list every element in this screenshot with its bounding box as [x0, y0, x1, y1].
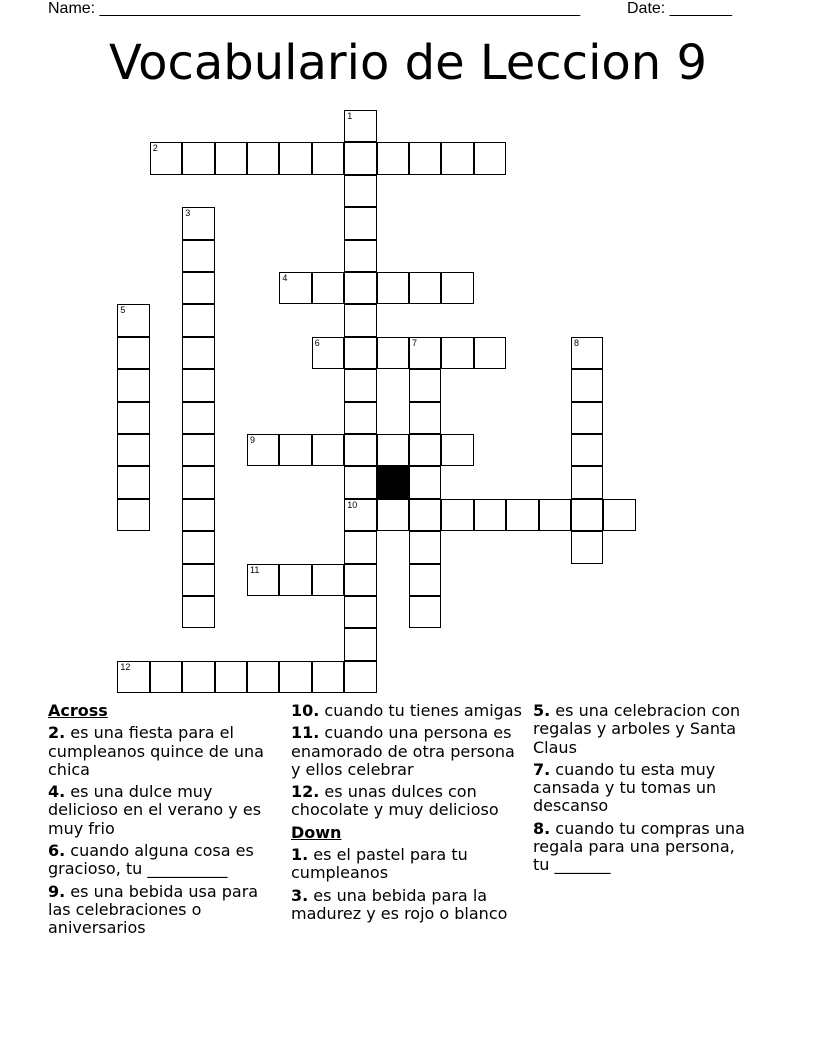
clue-text: es una bebida para la madurez y es rojo o blanco: [291, 885, 508, 923]
crossword-cell[interactable]: [409, 531, 441, 563]
crossword-cell[interactable]: [182, 142, 214, 174]
crossword-cell[interactable]: [182, 596, 214, 628]
clue-text: es una bebida usa para las celebraciones o aniversarios: [48, 881, 259, 938]
crossword-cell[interactable]: [182, 564, 214, 596]
clue-text: cuando alguna cosa es gracioso, tu __________: [48, 841, 254, 879]
clue-number: 7.: [533, 759, 551, 779]
crossword-cell[interactable]: [182, 531, 214, 563]
clue-text: es el pastel para tu cumpleanos: [291, 845, 468, 883]
clue-text: cuando tu esta muy cansada y tu tomas un descanso: [533, 759, 717, 816]
crossword-cell[interactable]: [441, 142, 473, 174]
crossword-black-cell: [377, 466, 409, 498]
crossword-cell[interactable]: [150, 142, 182, 174]
crossword-cell[interactable]: [571, 466, 603, 498]
crossword-cell[interactable]: [215, 142, 247, 174]
clue-text: es una celebracion con regalas y arboles y Santa Claus: [533, 701, 741, 757]
clue-number: 4.: [48, 782, 66, 802]
crossword-cell[interactable]: [474, 142, 506, 174]
clue-across-10: [291, 702, 523, 720]
clue-down-5: [533, 702, 748, 757]
clue-number-label: 1: [347, 111, 353, 121]
crossword-cell[interactable]: [344, 531, 376, 563]
crossword-cell[interactable]: [344, 175, 376, 207]
clues-column-2: [291, 702, 523, 927]
crossword-cell[interactable]: [377, 142, 409, 174]
crossword-cell[interactable]: [247, 564, 279, 596]
crossword-cell[interactable]: [150, 661, 182, 693]
crossword-cell[interactable]: [409, 369, 441, 401]
crossword-cell[interactable]: [441, 499, 473, 531]
crossword-cell[interactable]: [344, 337, 376, 369]
crossword-cell[interactable]: [344, 628, 376, 660]
crossword-cell[interactable]: [377, 434, 409, 466]
crossword-cell[interactable]: [279, 661, 311, 693]
crossword-cell[interactable]: [377, 337, 409, 369]
crossword-cell[interactable]: [571, 337, 603, 369]
clue-number: 5.: [533, 701, 551, 720]
crossword-cell[interactable]: [409, 142, 441, 174]
crossword-cell[interactable]: [182, 272, 214, 304]
clue-number-label: 6: [314, 337, 320, 348]
crossword-cell[interactable]: [279, 564, 311, 596]
down-heading: Down: [291, 822, 342, 842]
clue-number-label: 4: [282, 273, 288, 283]
crossword-cell[interactable]: [247, 434, 279, 466]
crossword-cell[interactable]: [344, 207, 376, 239]
crossword-cell[interactable]: [117, 661, 149, 693]
crossword-cell[interactable]: [344, 402, 376, 434]
crossword-cell[interactable]: [409, 466, 441, 498]
crossword-cell[interactable]: [117, 402, 149, 434]
crossword-cell[interactable]: [603, 499, 635, 531]
crossword-cell[interactable]: [344, 110, 376, 142]
crossword-cell[interactable]: [344, 466, 376, 498]
crossword-cell[interactable]: [409, 337, 441, 369]
crossword-cell[interactable]: [117, 466, 149, 498]
crossword-cell[interactable]: [377, 499, 409, 531]
crossword-cell[interactable]: [344, 434, 376, 466]
crossword-cell[interactable]: [312, 564, 344, 596]
crossword-cell[interactable]: [571, 434, 603, 466]
clues-column-3: [533, 702, 748, 879]
crossword-cell[interactable]: [247, 142, 279, 174]
crossword-cell[interactable]: [182, 499, 214, 531]
crossword-cell[interactable]: [312, 661, 344, 693]
crossword-cell[interactable]: [215, 661, 247, 693]
clue-across-9: [48, 883, 280, 938]
crossword-cell[interactable]: [117, 369, 149, 401]
name-line[interactable]: Name: ______________________________________________________: [48, 0, 581, 17]
clue-across-12: [291, 783, 523, 820]
crossword-cell[interactable]: [117, 434, 149, 466]
clue-text: es unas dulces con chocolate y muy delicioso: [291, 782, 499, 820]
clue-number-label: 10: [347, 499, 358, 510]
crossword-cell[interactable]: [344, 596, 376, 628]
crossword-cell[interactable]: [441, 272, 473, 304]
clue-text: es una dulce muy delicioso en el verano y es muy frio: [48, 782, 262, 838]
crossword-cell[interactable]: [182, 661, 214, 693]
crossword-cell[interactable]: [344, 304, 376, 336]
crossword-cell[interactable]: [571, 499, 603, 531]
clue-number-label: 12: [120, 661, 131, 672]
crossword-cell[interactable]: [182, 402, 214, 434]
crossword-cell[interactable]: [474, 337, 506, 369]
crossword-cell[interactable]: [182, 240, 214, 272]
crossword-cell[interactable]: [344, 499, 376, 531]
clue-across-6: [48, 842, 280, 879]
crossword-cell[interactable]: [117, 499, 149, 531]
clue-number: 10.: [291, 701, 320, 720]
clue-number-label: 8: [574, 337, 580, 348]
clue-number-label: 7: [412, 337, 418, 348]
crossword-cell[interactable]: [409, 596, 441, 628]
clue-number-label: 2: [152, 143, 158, 154]
clue-down-1: [291, 846, 523, 883]
clue-number: 1.: [291, 845, 309, 865]
crossword-cell[interactable]: [506, 499, 538, 531]
crossword-cell[interactable]: [409, 402, 441, 434]
clue-number: 9.: [48, 881, 66, 901]
crossword-cell[interactable]: [279, 142, 311, 174]
crossword-cell[interactable]: [182, 466, 214, 498]
crossword-cell[interactable]: [571, 369, 603, 401]
worksheet-title: Vocabulario de Leccion 9: [108, 35, 707, 91]
clue-number: 2.: [48, 723, 66, 743]
clue-number-label: 11: [250, 564, 260, 575]
crossword-cell[interactable]: [117, 337, 149, 369]
crossword-cell[interactable]: [377, 272, 409, 304]
crossword-cell[interactable]: [441, 337, 473, 369]
clue-down-7: [533, 761, 748, 816]
crossword-cell[interactable]: [409, 499, 441, 531]
crossword-cell[interactable]: [344, 272, 376, 304]
crossword-cell[interactable]: [344, 661, 376, 693]
crossword-cell[interactable]: [312, 272, 344, 304]
crossword-cell[interactable]: [571, 531, 603, 563]
crossword-cell[interactable]: [344, 240, 376, 272]
crossword-cell[interactable]: [182, 337, 214, 369]
clue-number: 8.: [533, 818, 551, 838]
crossword-cell[interactable]: [409, 564, 441, 596]
crossword-cell[interactable]: [539, 499, 571, 531]
clue-down-8: [533, 820, 748, 875]
crossword-cell[interactable]: [182, 207, 214, 239]
crossword-cell[interactable]: [571, 402, 603, 434]
clue-down-3: [291, 887, 523, 924]
crossword-cell[interactable]: [312, 142, 344, 174]
crossword-cell[interactable]: [247, 661, 279, 693]
clue-number: 3.: [291, 885, 309, 905]
crossword-cell[interactable]: [409, 434, 441, 466]
crossword-cell[interactable]: [441, 434, 473, 466]
date-line[interactable]: Date: _______: [627, 0, 732, 17]
crossword-cell[interactable]: [474, 499, 506, 531]
crossword-cell[interactable]: [182, 369, 214, 401]
crossword-cell[interactable]: [409, 272, 441, 304]
clues-column-1: [48, 702, 280, 942]
clue-number-label: 3: [185, 208, 191, 219]
clue-text: cuando tu compras una regala para una persona, tu _______: [533, 818, 745, 875]
crossword-cell[interactable]: [279, 272, 311, 304]
clue-number: 6.: [48, 841, 66, 861]
clue-across-4: [48, 783, 280, 838]
clue-number: 11.: [291, 723, 320, 743]
across-heading: Across: [48, 701, 108, 720]
clue-number: 12.: [291, 782, 320, 802]
clue-across-2: [48, 724, 280, 779]
crossword-cell[interactable]: [279, 434, 311, 466]
crossword-cell[interactable]: [312, 337, 344, 369]
crossword-cell[interactable]: [117, 304, 149, 336]
clue-number-label: 5: [120, 305, 126, 316]
crossword-cell[interactable]: [182, 304, 214, 336]
crossword-cell[interactable]: [182, 434, 214, 466]
clue-across-11: [291, 724, 523, 779]
crossword-cell[interactable]: [344, 564, 376, 596]
clue-text: cuando tu tienes amigas: [319, 701, 522, 720]
clue-number-label: 9: [250, 435, 256, 445]
crossword-cell[interactable]: [344, 369, 376, 401]
clue-text: es una fiesta para el cumpleanos quince de una chica: [48, 723, 264, 779]
crossword-cell[interactable]: [344, 142, 376, 174]
clue-text: cuando una persona es enamorado de otra persona y ellos celebrar: [291, 723, 515, 779]
crossword-cell[interactable]: [312, 434, 344, 466]
